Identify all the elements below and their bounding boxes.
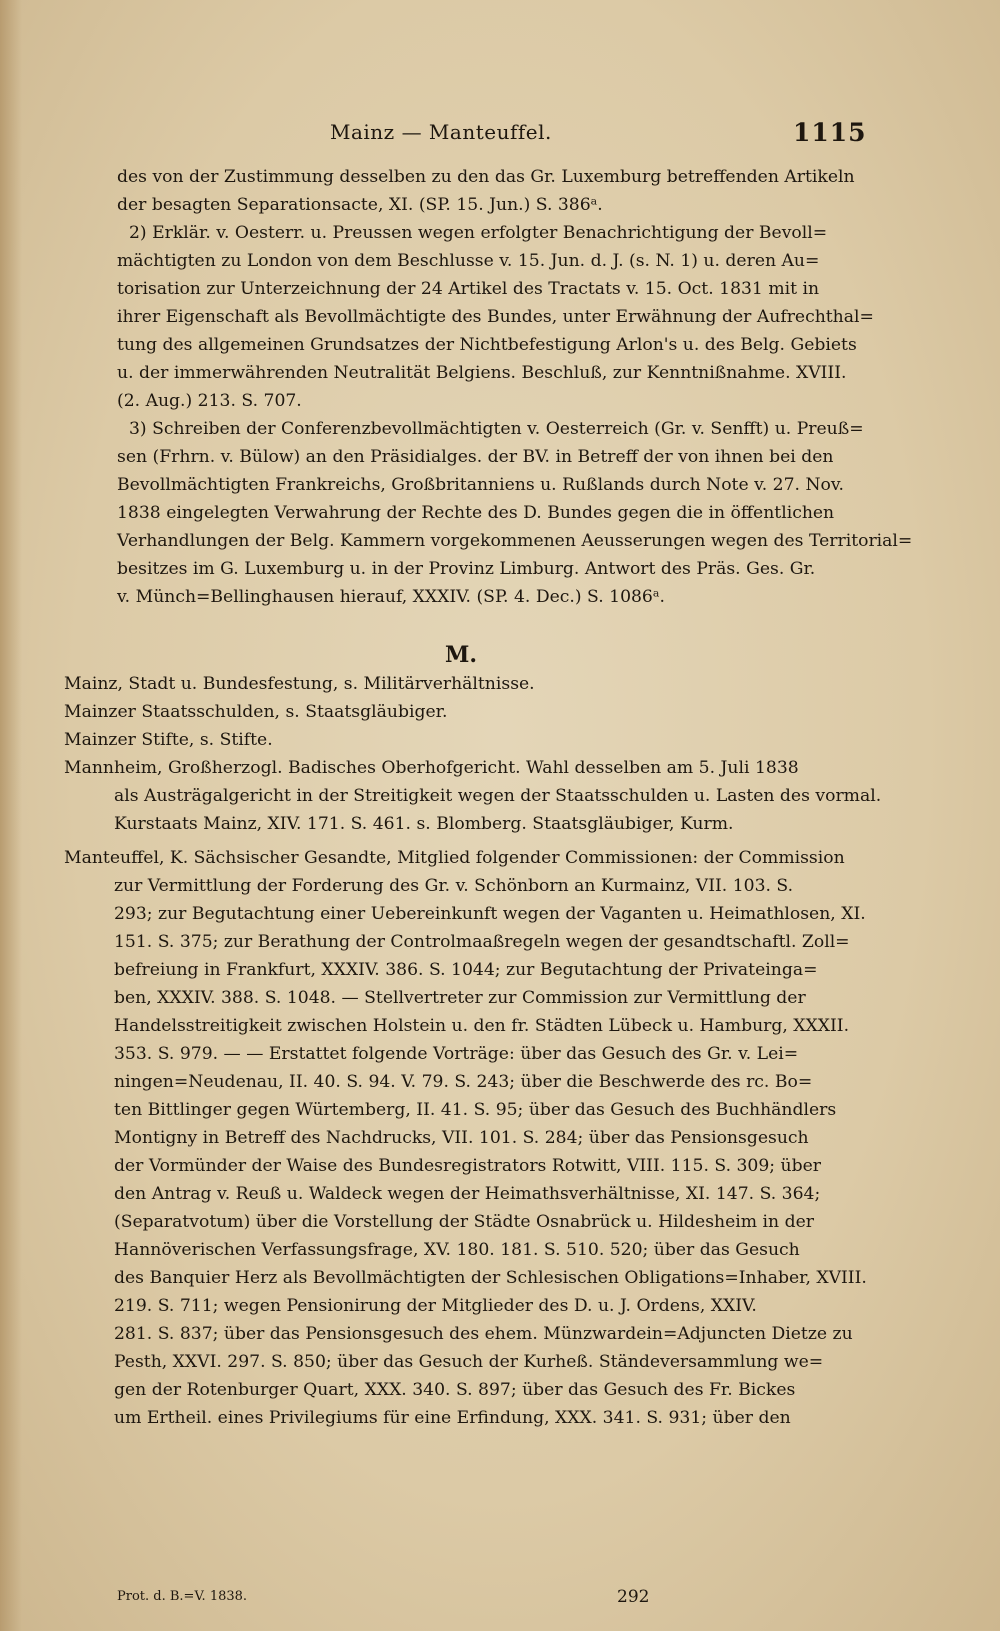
entry-continuation-line: Montigny in Betreff des Nachdrucks, VII. 101. S. 284; über das Pensionsgesuch xyxy=(114,1128,809,1148)
text-line: Bevollmächtigten Frankreichs, Großbritanniens u. Rußlands durch Note v. 27. Nov. xyxy=(117,475,844,495)
entry-continuation-line: gen der Rotenburger Quart, XXX. 340. S. 897; über das Gesuch des Fr. Bickes xyxy=(114,1380,796,1400)
entry-continuation-line: zur Vermittlung der Forderung des Gr. v. Schönborn an Kurmainz, VII. 103. S. xyxy=(114,876,794,896)
text-line: v. Münch=Bellinghausen hierauf, XXXIV. (SP. 4. Dec.) S. 1086ᵃ. xyxy=(117,587,665,607)
text-line: 1838 eingelegten Verwahrung der Rechte des D. Bundes gegen die in öffentlichen xyxy=(117,503,835,523)
sheet-number: 292 xyxy=(617,1587,650,1607)
entry-continuation-line: befreiung in Frankfurt, XXXIV. 386. S. 1044; zur Begutachtung der Privateinga= xyxy=(114,960,818,980)
entry-continuation-line: den Antrag v. Reuß u. Waldeck wegen der Heimathsverhältnisse, XI. 147. S. 364; xyxy=(114,1184,821,1204)
entry-headword-line: Mannheim, Großherzogl. Badisches Oberhofgericht. Wahl desselben am 5. Juli 1838 xyxy=(64,758,799,778)
entry-headword-line: Mainzer Staatsschulden, s. Staatsgläubiger. xyxy=(64,702,448,722)
text-line: 3) Schreiben der Conferenzbevollmächtigten v. Oesterreich (Gr. v. Senfft) u. Preuß= xyxy=(129,419,864,439)
text-line: ihrer Eigenschaft als Bevollmächtigte des Bundes, unter Erwähnung der Aufrechthal= xyxy=(117,307,874,327)
entry-continuation-line: 293; zur Begutachtung einer Uebereinkunft wegen der Vaganten u. Heimathlosen, XI. xyxy=(114,904,866,924)
text-line: torisation zur Unterzeichnung der 24 Artikel des Tractats v. 15. Oct. 1831 mit in xyxy=(117,279,820,299)
entry-headword-line: Manteuffel, K. Sächsischer Gesandte, Mitglied folgender Commissionen: der Commission xyxy=(64,848,845,868)
page-number: 1115 xyxy=(793,118,867,147)
entry-continuation-line: (Separatvotum) über die Vorstellung der Städte Osnabrück u. Hildesheim in der xyxy=(114,1212,814,1232)
entry-continuation-line: ben, XXXIV. 388. S. 1048. — Stellvertreter zur Commission zur Vermittlung der xyxy=(114,988,806,1008)
text-line: besitzes im G. Luxemburg u. in der Provinz Limburg. Antwort des Präs. Ges. Gr. xyxy=(117,559,816,579)
entry-continuation-line: ten Bittlinger gegen Würtemberg, II. 41. S. 95; über das Gesuch des Buchhändlers xyxy=(114,1100,837,1120)
entry-continuation-line: Pesth, XXVI. 297. S. 850; über das Gesuch der Kurheß. Ständeversammlung we= xyxy=(114,1352,824,1372)
text-line: u. der immerwährenden Neutralität Belgiens. Beschluß, zur Kenntnißnahme. XVIII. xyxy=(117,363,847,383)
entry-continuation-line: 281. S. 837; über das Pensionsgesuch des ehem. Münzwardein=Adjuncten Dietze zu xyxy=(114,1324,853,1344)
entry-headword-line: Mainzer Stifte, s. Stifte. xyxy=(64,730,273,750)
page-edge-shadow xyxy=(0,0,22,1631)
entry-continuation-line: Kurstaats Mainz, XIV. 171. S. 461. s. Blomberg. Staatsgläubiger, Kurm. xyxy=(114,814,734,834)
text-line: sen (Frhrn. v. Bülow) an den Präsidialges. der BV. in Betreff der von ihnen bei den xyxy=(117,447,834,467)
running-title: Mainz — Manteuffel. xyxy=(330,120,552,144)
entry-continuation-line: der Vormünder der Waise des Bundesregistrators Rotwitt, VIII. 115. S. 309; über xyxy=(114,1156,822,1176)
entry-headword-line: Mainz, Stadt u. Bundesfestung, s. Militärverhältnisse. xyxy=(64,674,535,694)
page-header xyxy=(0,118,1000,152)
text-line: der besagten Separationsacte, XI. (SP. 15. Jun.) S. 386ᵃ. xyxy=(117,195,603,215)
text-line: 2) Erklär. v. Oesterr. u. Preussen wegen erfolgter Benachrichtigung der Bevoll= xyxy=(129,223,828,243)
text-line: des von der Zustimmung desselben zu den das Gr. Luxemburg betreffenden Artikeln xyxy=(117,167,855,187)
entry-continuation-line: 151. S. 375; zur Berathung der Controlmaaßregeln wegen der gesandtschaftl. Zoll= xyxy=(114,932,850,952)
page-footer xyxy=(0,1587,1000,1611)
entry-continuation-line: als Austrägalgericht in der Streitigkeit wegen der Staatsschulden u. Lasten des vormal. xyxy=(114,786,882,806)
text-line: mächtigten zu London von dem Beschlusse v. 15. Jun. d. J. (s. N. 1) u. deren Au= xyxy=(117,251,820,271)
entry-continuation-line: Hannöverischen Verfassungsfrage, XV. 180. 181. S. 510. 520; über das Gesuch xyxy=(114,1240,800,1260)
text-line: Verhandlungen der Belg. Kammern vorgekommenen Aeusserungen wegen des Territorial= xyxy=(117,531,913,551)
entry-continuation-line: Handelsstreitigkeit zwischen Holstein u. den fr. Städten Lübeck u. Hamburg, XXXII. xyxy=(114,1016,850,1036)
entry-continuation-line: um Ertheil. eines Privilegiums für eine Erfindung, XXX. 341. S. 931; über den xyxy=(114,1408,791,1428)
entry-continuation-line: 353. S. 979. — — Erstattet folgende Vorträge: über das Gesuch des Gr. v. Lei= xyxy=(114,1044,799,1064)
text-line: (2. Aug.) 213. S. 707. xyxy=(117,391,302,411)
entry-continuation-line: ningen=Neudenau, II. 40. S. 94. V. 79. S. 243; über die Beschwerde des rc. Bo= xyxy=(114,1072,813,1092)
text-line: tung des allgemeinen Grundsatzes der Nichtbefestigung Arlon's u. des Belg. Gebiets xyxy=(117,335,857,355)
section-letter: M. xyxy=(445,642,478,668)
entry-continuation-line: des Banquier Herz als Bevollmächtigten der Schlesischen Obligations=Inhaber, XVIII. xyxy=(114,1268,867,1288)
entry-continuation-line: 219. S. 711; wegen Pensionirung der Mitglieder des D. u. J. Ordens, XXIV. xyxy=(114,1296,757,1316)
signature-mark: Prot. d. B.=V. 1838. xyxy=(117,1589,248,1604)
